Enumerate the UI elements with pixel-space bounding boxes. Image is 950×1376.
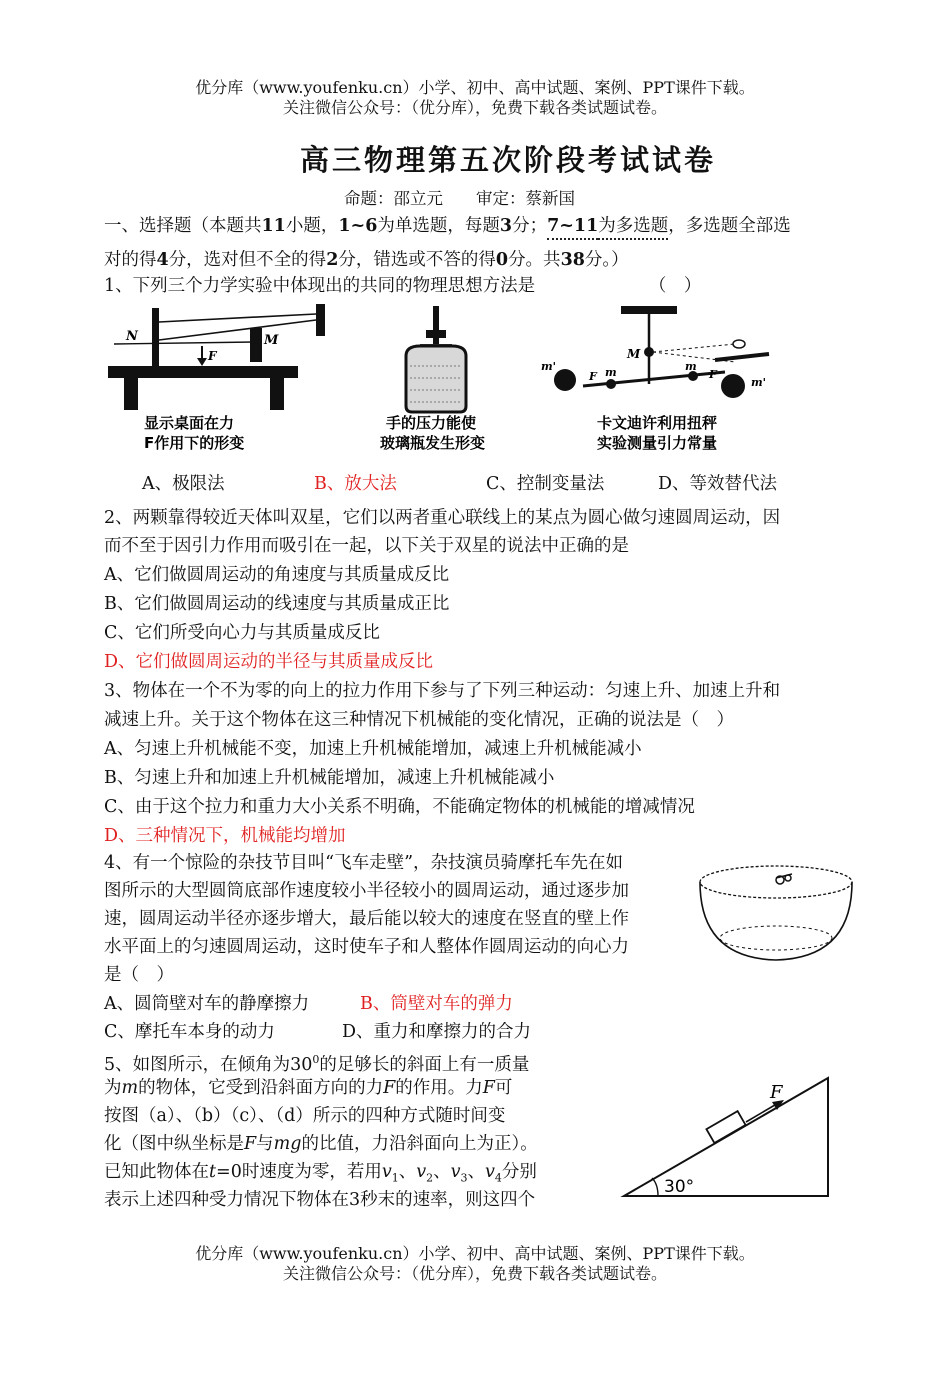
q2-option-b: B、它们做圆周运动的线速度与其质量成正比: [104, 594, 450, 614]
q4-option-c: C、摩托车本身的动力: [104, 1022, 275, 1042]
q4-stem-3: 速，圆周运动半径亦逐步增大，最后能以较大的速度在竖直的壁上作: [104, 909, 629, 929]
q1-option-b: B、放大法: [314, 474, 397, 494]
q5-stem-2: 为m的物体，它受到沿斜面方向的力F的作用。力F可: [104, 1078, 513, 1098]
q1-fig3-label-f-left: F: [589, 370, 597, 383]
q1-fig3-label-mp-right: m': [751, 376, 767, 389]
q5-stem-6: 表示上述四种受力情况下物体在3秒末的速率，则这四个: [104, 1190, 536, 1210]
q3-stem-1: 3、物体在一个不为零的向上的拉力作用下参与了下列三种运动：匀速上升、加速上升和: [104, 681, 781, 701]
footer-line-1: 优分库（www.youfenku.cn）小学、初中、高中试题、案例、PPT课件下载。: [195, 1244, 755, 1263]
q2-stem-1: 2、两颗靠得较近天体叫双星，它们以两者重心联线上的某点为圆心做匀速圆周运动，因: [104, 508, 781, 528]
q3-option-b: B、匀速上升和加速上升机械能增加，减速上升机械能减小: [104, 768, 555, 788]
q2-stem-2: 而不至于因引力作用而吸引在一起，以下关于双星的说法中正确的是: [104, 536, 629, 556]
q1-option-a: A、极限法: [142, 474, 225, 494]
page-title: 高三物理第五次阶段考试试卷: [300, 143, 717, 177]
q2-option-d: D、它们做圆周运动的半径与其质量成反比: [104, 652, 434, 672]
q4-stem-2: 图所示的大型圆筒底部作速度较小半径较小的圆周运动，通过逐步加: [104, 881, 629, 901]
q5-figure-incline: [618, 1072, 838, 1202]
q4-figure-cylinder: [692, 858, 862, 968]
q5-stem-5: 已知此物体在t=0时速度为零，若用$v_1$、$v_2$、$v_3$、$v_4$分别: [104, 1162, 537, 1185]
q1-fig2-caption-1: 手的压力能使: [386, 414, 477, 432]
q5-fig-label-f: F: [770, 1082, 783, 1103]
q2-option-c: C、它们所受向心力与其质量成反比: [104, 623, 380, 643]
header-line-2: 关注微信公众号：（优分库），免费下载各类试题试卷。: [282, 98, 667, 117]
q1-option-d: D、等效替代法: [658, 474, 778, 494]
q4-stem-4: 水平面上的匀速圆周运动，这时使车子和人整体作圆周运动的向心力: [104, 937, 629, 957]
q1-fig1-label-n: N: [126, 329, 138, 344]
q1-fig3-caption-1: 卡文迪许利用扭秤: [597, 414, 718, 432]
q4-option-b: B、筒壁对车的弹力: [360, 994, 513, 1014]
q4-stem-1: 4、有一个惊险的杂技节目叫“飞车走壁”，杂技演员骑摩托车先在如: [104, 853, 624, 873]
q4-stem-5: 是（ ）: [104, 965, 174, 985]
header-line-1: 优分库（www.youfenku.cn）小学、初中、高中试题、案例、PPT课件下载。: [195, 78, 755, 97]
q4-option-d: D、重力和摩擦力的合力: [342, 1022, 532, 1042]
q2-option-a: A、它们做圆周运动的角速度与其质量成反比: [104, 565, 450, 585]
q1-fig1-caption-1: 显示桌面在力: [144, 414, 235, 432]
q3-option-d: D、三种情况下，机械能均增加: [104, 826, 346, 846]
section-intro-line-2: 对的得4分，选对但不全的得2分，错选或不答的得0分。共38分。）: [104, 250, 629, 270]
q1-fig3-caption-2: 实验测量引力常量: [597, 434, 718, 452]
q1-fig3-label-mp-left: m': [541, 360, 557, 373]
footer-line-2: 关注微信公众号：（优分库），免费下载各类试题试卷。: [282, 1264, 667, 1283]
q1-fig1-caption-2: F作用下的形变: [144, 434, 245, 452]
q5-fig-angle-label: 30°: [664, 1177, 695, 1197]
q1-stem: 1、下列三个力学实验中体现出的共同的物理思想方法是 （ ）: [104, 276, 702, 296]
section-intro-line-1: 一、选择题（本题共11小题，1~6为单选题，每题3分；7~11为多选题，多选题全部选: [104, 215, 791, 237]
q1-fig2-caption-2: 玻璃瓶发生形变: [380, 434, 486, 452]
q1-fig1-label-m: M: [264, 333, 279, 348]
q1-figure-table: [104, 300, 334, 460]
q3-stem-2: 减速上升。关于这个物体在这三种情况下机械能的变化情况，正确的说法是（ ）: [104, 710, 734, 730]
q1-fig1-label-f: F: [208, 349, 217, 363]
q1-figure-bottle: [370, 300, 540, 460]
q5-stem-1: 5、如图所示，在倾角为$30^0$的足够长的斜面上有一质量: [104, 1053, 530, 1075]
q1-option-c: C、控制变量法: [486, 474, 605, 494]
q1-fig3-label-m-left: m: [605, 366, 617, 379]
authors: 命题：邵立元 审定：蔡新国: [344, 189, 575, 208]
q5-stem-4: 化（图中纵坐标是F与mg的比值，力沿斜面向上为正）。: [104, 1134, 538, 1154]
q1-fig3-label-m-big: M: [627, 347, 641, 361]
q5-stem-3: 按图（a）、（b）（c）、（d）所示的四种方式随时间变: [104, 1106, 506, 1126]
q1-fig3-label-f-right: F: [709, 368, 717, 381]
q4-option-a: A、圆筒壁对车的静摩擦力: [104, 994, 310, 1014]
q1-fig3-label-m-right: m: [685, 360, 697, 373]
q1-figure-torsion-balance: [535, 300, 795, 460]
q3-option-c: C、由于这个拉力和重力大小关系不明确，不能确定物体的机械能的增减情况: [104, 797, 695, 817]
q3-option-a: A、匀速上升机械能不变，加速上升机械能增加，减速上升机械能减小: [104, 739, 642, 759]
